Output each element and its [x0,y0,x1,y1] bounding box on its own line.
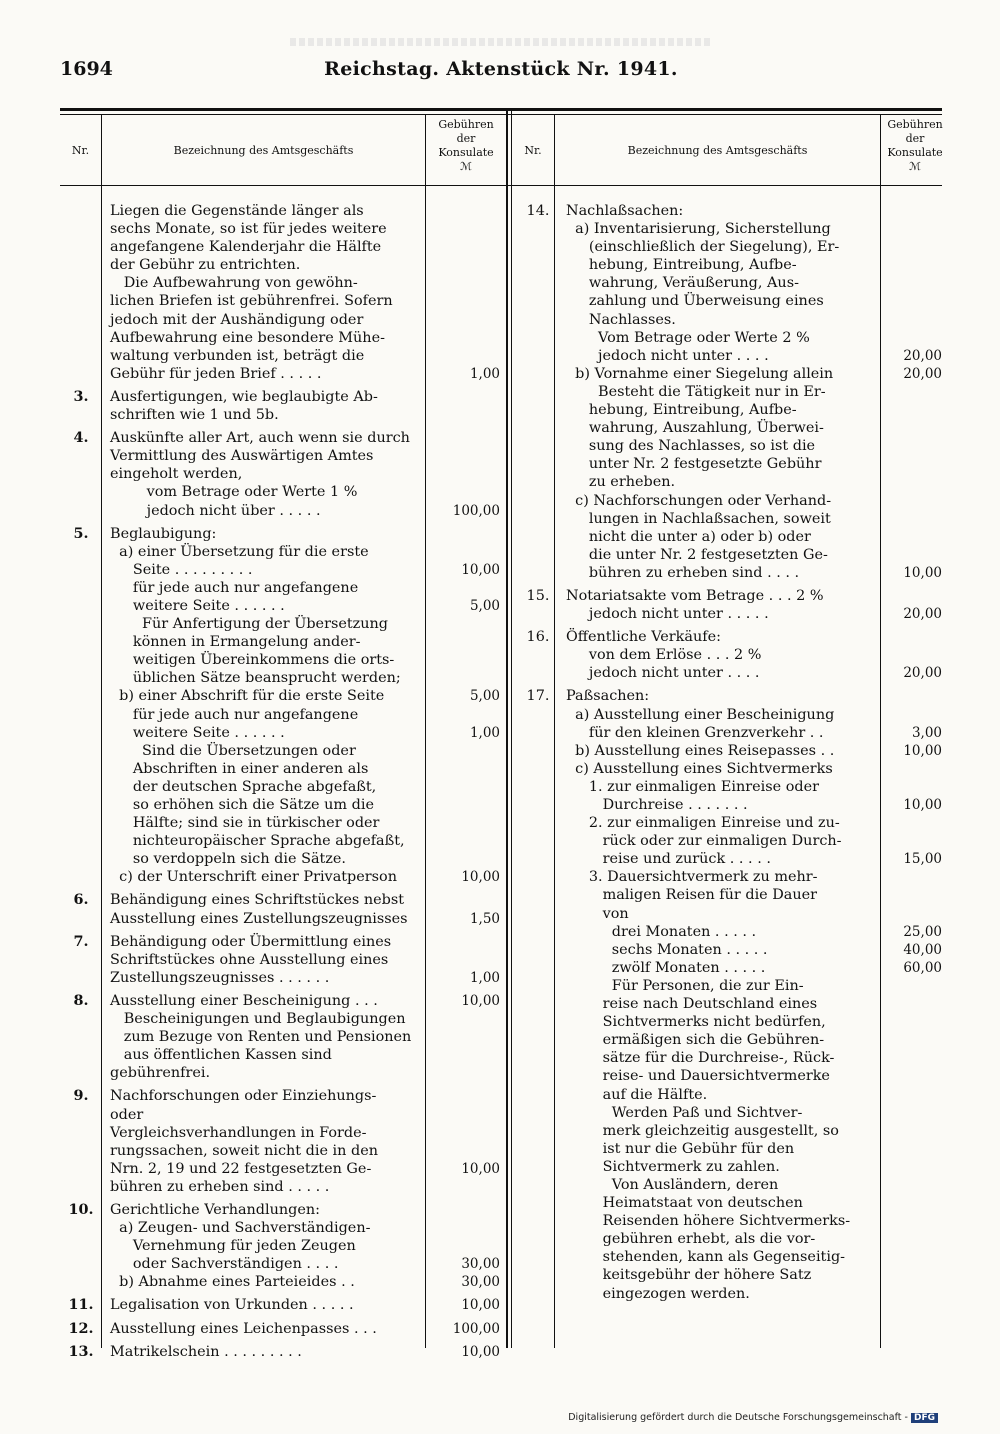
row-fee: 1,00 [469,969,500,986]
row-fee: 100,00 [452,502,500,519]
row-number: 16. [526,629,550,646]
row-number: 17. [526,688,550,705]
table-row [60,525,506,887]
row-number: 13. [68,1342,94,1360]
row-description: Legalisation von Urkunden . . . . . [110,1297,354,1314]
row-fee: 1,50 [469,910,500,927]
top-rule-thick [60,108,942,111]
row-number: 6. [73,891,89,909]
table-row [60,1087,506,1196]
row-description: Matrikelschein . . . . . . . . . [110,1343,302,1360]
center-divider-2 [511,108,512,1348]
table-row [60,992,506,1082]
row-fee: 1,00 [469,365,500,382]
table-row [60,429,506,519]
row-fee: 10,00 [461,1297,500,1314]
row-number: 11. [68,1296,94,1314]
faint-bleed-through [290,38,710,46]
left-column [60,202,506,1361]
left-col-head-nr: Nr. [71,144,90,157]
table-row [518,202,948,582]
row-description: Nachlaßsachen: a) Inventarisierung, Sicherstellung (einschließlich der Siegelung), Er- hebung, Eintreibung, Aufbe- wahrung, Veräußerung, Aus- zahlung und Überweisung eines Nachlasses. Vom Betrage oder Werte 2 % jedoch nicht unter . . . . b) Vornahme einer Siegelung allein Besteht die Tätigkeit nur in Er- hebung, Eintreibung, Aufbe- wahrung, Auszahlung, Überwei- sung des Nachlasses, so ist die unter Nr. 2 festgesetzte Gebühr zu erheben. c) Nachforschungen oder Verhand- lungen in Nachlaßsachen, soweit nicht die unter a) oder b) oder die unter Nr. 2 festgesetzten Ge- bühren zu erheben sind . . . . [566,203,840,581]
table-row [60,1201,506,1291]
row-number: 10. [68,1200,94,1218]
row-number: 12. [68,1319,94,1337]
table-row [60,1296,506,1314]
row-description: Ausfertigungen, wie beglaubigte Ab- schriften wie 1 und 5b. [110,388,378,424]
table-row [60,1320,506,1338]
row-fee: 100,00 [452,1320,500,1337]
row-fee: 30,00 30,00 [461,1256,500,1291]
page-header [60,58,942,88]
table-row [60,933,506,987]
table-row [60,1343,506,1361]
row-description: Öffentliche Verkäufe: von dem Erlöse . . . 2 % jedoch nicht unter . . . . [566,629,762,682]
row-fee: 10,00 [461,1343,500,1360]
row-fee: 10,00 [461,1160,500,1177]
right-col-head-nr: Nr. [524,144,542,157]
row-number: 4. [73,429,89,447]
center-divider [506,108,508,1348]
row-number: 5. [73,524,89,542]
row-fee: 20,00 20,00 10,00 [903,347,942,581]
row-fee: 10,00 [461,992,500,1009]
table-row [60,388,506,424]
row-description: Beglaubigung: a) einer Übersetzung für die erste Seite . . . . . . . . . für jede auch nur angefangene weitere Seite . . . . . . Für Anfertigung der Übersetzung können in Ermangelung ander- weitigen Übereinkommens die orts- üblichen Sätze beansprucht werden; b) einer Abschrift für die erste Seite für jede auch nur angefangene weitere Seite . . . . . . Sind die Übersetzungen oder Abschriften in einer anderen als der deutschen Sprache abgefaßt, so erhöhen sich die Sätze um die Hälfte; sind sie in türkischer oder nichteuropäischer Sprache abgefaßt, so verdoppeln sich die Sätze. c) der Unterschrift einer Privatperson [110,525,405,886]
header-bottom-rule [60,185,942,186]
table-row [60,891,506,927]
row-fee: 20,00 [903,606,942,623]
row-description: Ausstellung einer Bescheinigung . . . Bescheinigungen und Beglaubigungen zum Bezuge von Renten und Pensionen aus öffentlichen Kassen sind gebührenfrei. [110,992,412,1082]
left-col-head-fee: Gebühren der Konsulate ℳ [438,118,494,173]
table-row [518,687,948,1302]
right-col-head-fee: Gebühren der Konsulate ℳ [887,118,943,173]
table-row [518,628,948,682]
row-description: Ausstellung eines Leichenpasses . . . [110,1320,377,1337]
dfg-logo: DFG [911,1413,938,1423]
row-description: Behändigung eines Schriftstückes nebst Ausstellung eines Zustellungszeugnisses [110,892,408,927]
row-description: Paßsachen: a) Ausstellung einer Bescheinigung für den kleinen Grenzverkehr . . b) Ausstellung eines Reisepasses . . c) Ausstellung eines Sichtvermerks 1. zur einmaligen Einreise oder Durchreise . . . . . . . 2. zur einmaligen Einreise und zu- rück oder zur einmaligen Durch- reise und zurück . . . . . 3. Dauersichtvermerk zu mehr- maligen Reisen für die Dauer von drei Monaten . . . . . sechs Monaten . . . . . zwölf Monaten . . . . . Für Personen, die zur Ein- reise nach Deutschland eines Sichtvermerks nicht bedürfen, ermäßigen sich die Gebühren- sätze für die Durchreise-, Rück- reise- und Dauersichtvermerke auf die Hälfte. Werden Paß und Sichtver- merk gleichzeitig ausgestellt, so ist nur die Gebühr für den Sichtvermerk zu zahlen. Von Ausländern, deren Heimatstaat von deutschen Reisenden höhere Sichtvermerks- gebühren erhebt, als die vor- stehenden, kann als Gegenseitig- keitsgebühr der höhere Satz eingezogen werden. [566,688,851,1302]
row-number: 7. [73,932,89,950]
right-column [518,202,948,1303]
row-description: Notariatsakte vom Betrage . . . 2 % jedoch nicht unter . . . . . [566,587,824,623]
row-number: 15. [526,587,550,604]
row-number: 3. [73,387,89,405]
row-number: 14. [526,203,550,219]
row-number: 9. [73,1087,89,1105]
row-number: 8. [73,991,89,1009]
row-fee: 20,00 [903,665,942,682]
row-description: Behändigung oder Übermittlung eines Schriftstückes ohne Ausstellung eines Zustellungszeugnisses . . . . . . [110,933,392,986]
table-row [60,202,506,383]
digitization-credit [568,1412,938,1423]
page-title: Reichstag. Aktenstück Nr. 1941. [324,58,678,80]
row-description: Auskünfte aller Art, auch wenn sie durch Vermittlung des Auswärtigen Amtes eingeholt werden, vom Betrage oder Werte 1 % jedoch nicht über . . . . . [110,430,410,519]
left-col-head-desc: Bezeichnung des Amtsgeschäfts [173,144,354,157]
footer-text: Digitalisierung gefördert durch die Deutsche Forschungsgemeinschaft - [568,1412,908,1423]
row-description: Liegen die Gegenstände länger als sechs Monate, so ist für jedes weitere angefangene Kalenderjahr die Hälfte der Gebühr zu entrichten. Die Aufbewahrung von gewöhn- lichen Briefen ist gebührenfrei. Sofern jedoch mit der Aushändigung oder Aufbewahrung eine besondere Mühe- waltung verbunden ist, beträgt die Gebühr für jeden Brief . . . . . [110,203,393,382]
row-description: Gerichtliche Verhandlungen: a) Zeugen- und Sachverständigen- Vernehmung für jeden Zeugen oder Sachverständigen . . . . b) Abnahme eines Parteieides . . [110,1201,371,1291]
page-number: 1694 [60,58,113,80]
row-description: Nachforschungen oder Einziehungs- oder Vergleichsverhandlungen in Forde- rungssachen, soweit nicht die in den Nrn. 2, 19 und 22 festgesetzten Ge- bühren zu erheben sind . . . . . [110,1088,378,1195]
row-fee: 3,00 10,00 10,00 15,00 25,00 40,00 60,00 [903,724,942,976]
right-col-head-desc: Bezeichnung des Amtsgeschäfts [627,144,808,157]
table-row [518,587,948,623]
row-fee: 10,00 5,00 5,00 1,00 10,00 [461,561,500,886]
top-rule-thin [60,114,942,115]
